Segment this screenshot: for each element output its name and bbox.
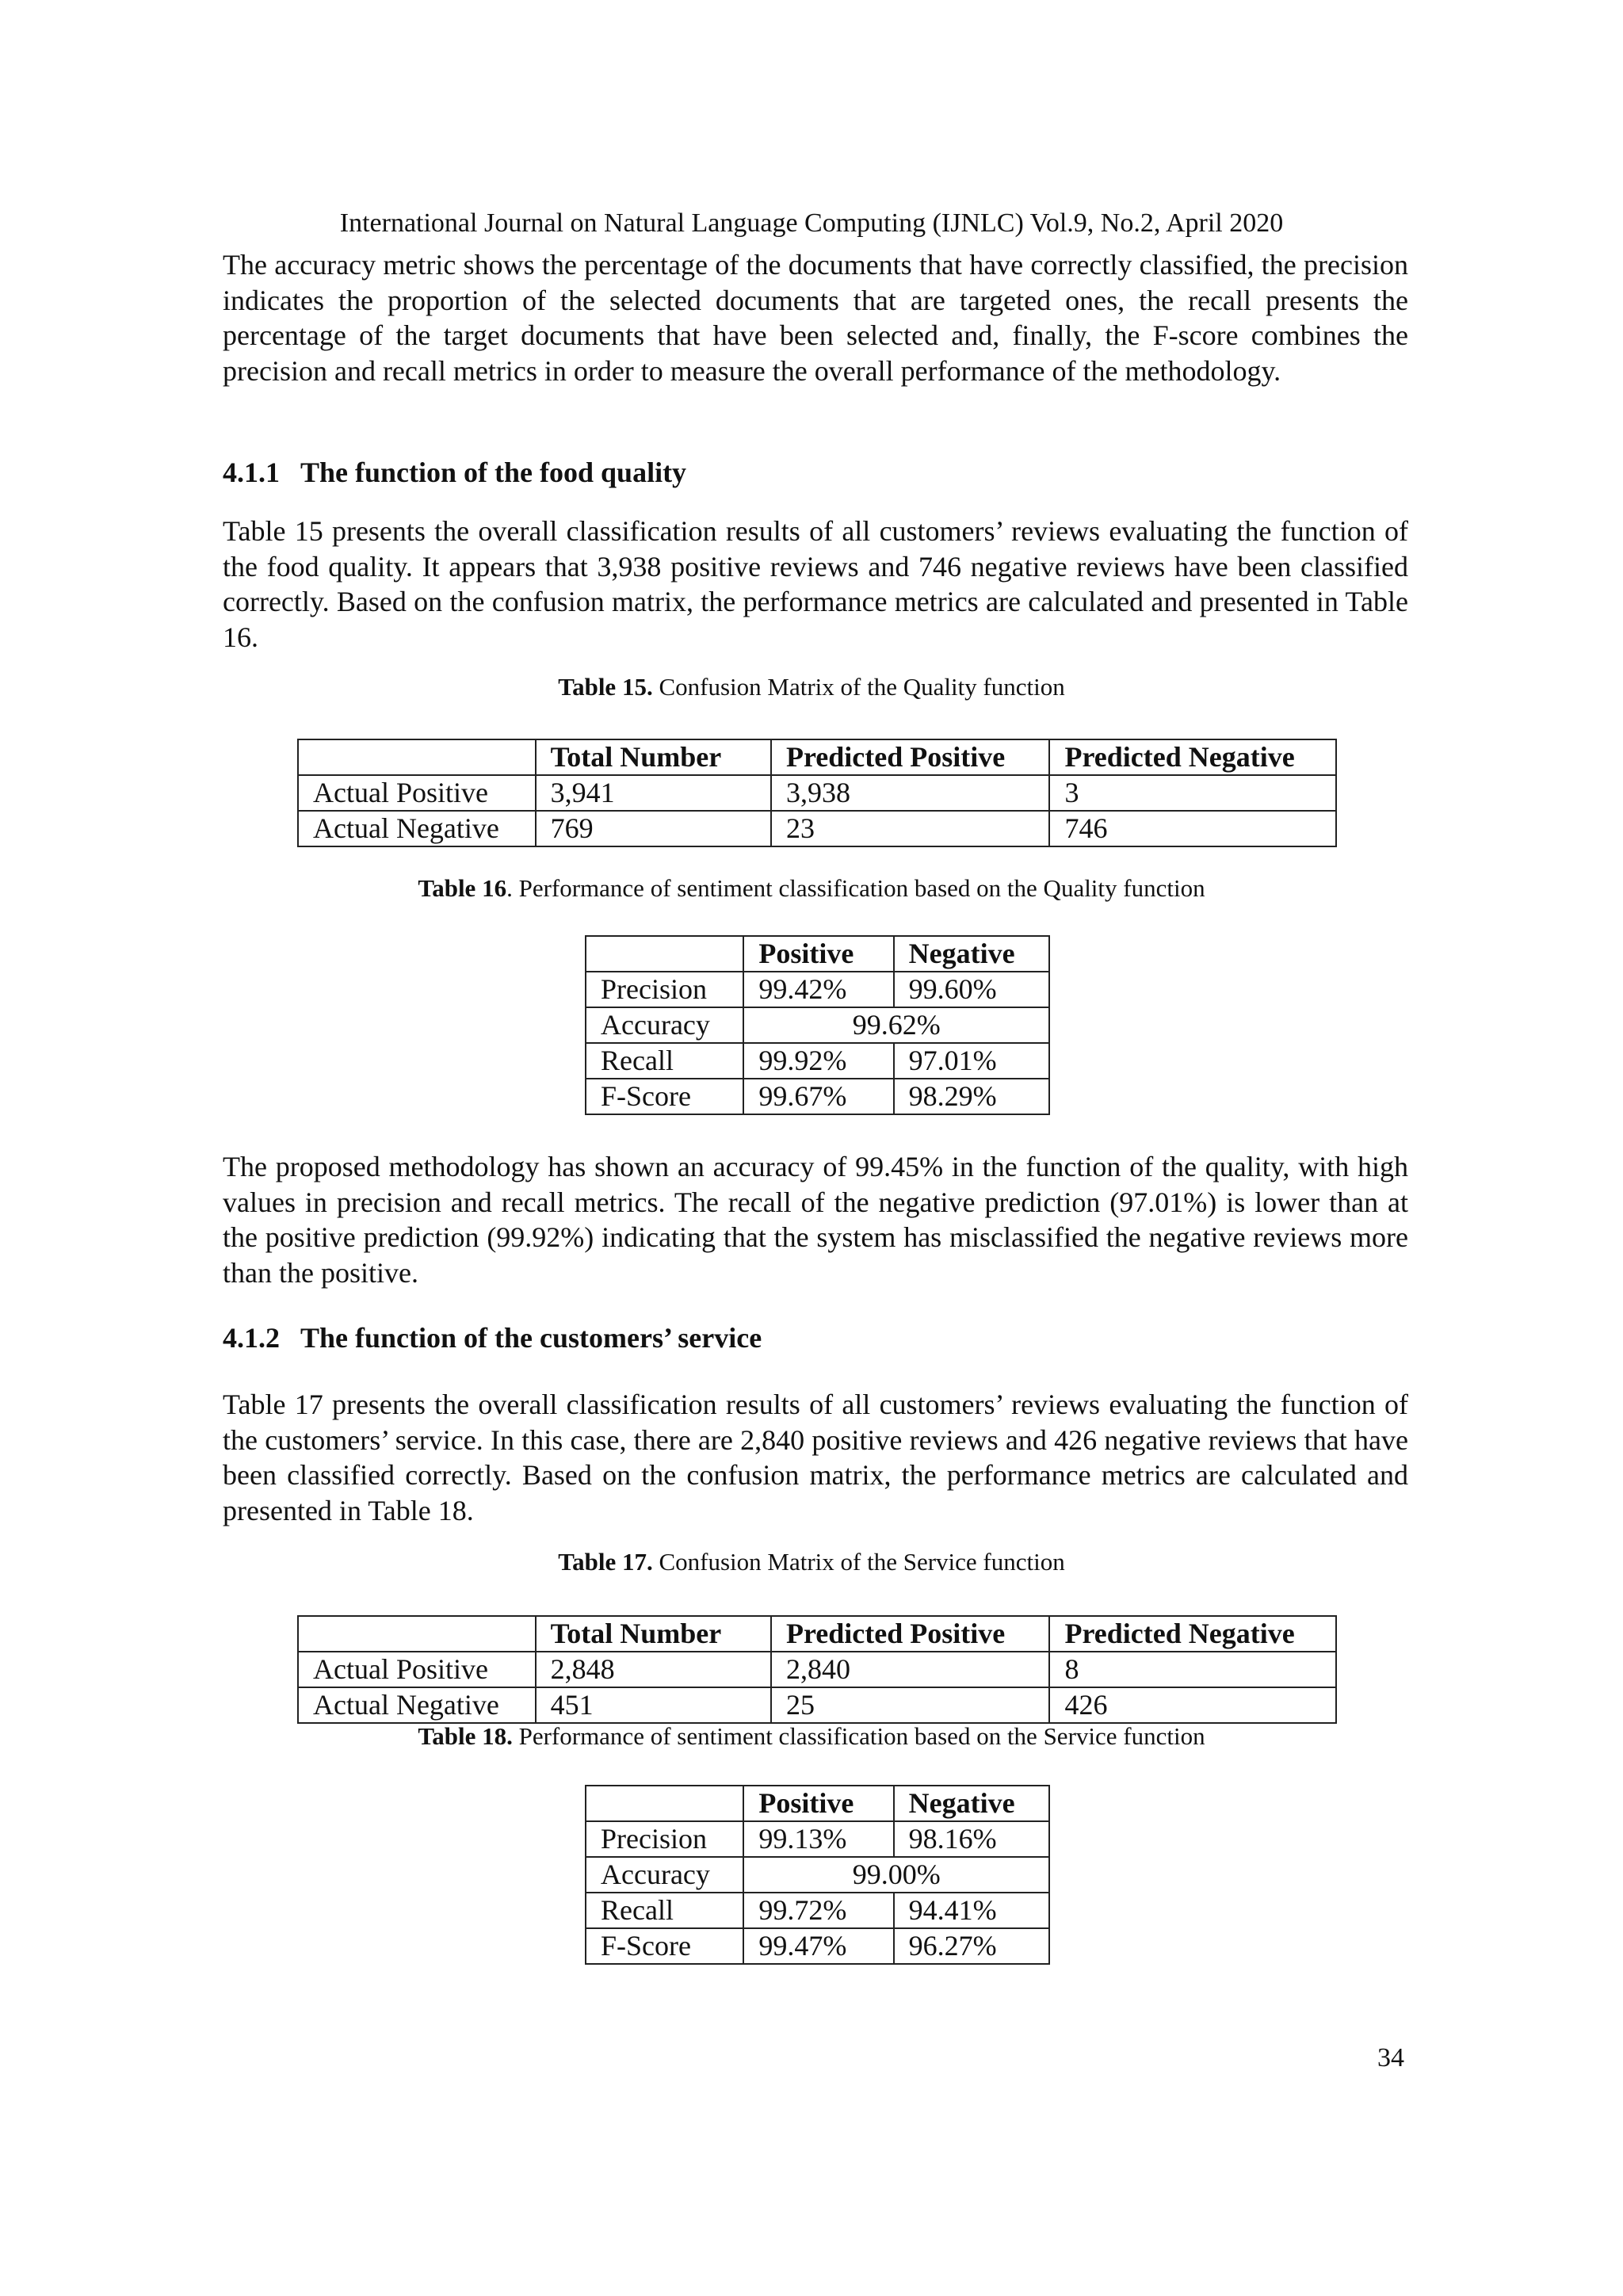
row-label: Recall bbox=[586, 1043, 743, 1079]
table-cell-merged: 99.00% bbox=[743, 1857, 1049, 1893]
table-cell: 99.60% bbox=[894, 972, 1049, 1007]
header-cell: Predicted Negative bbox=[1049, 739, 1336, 775]
table-cell: 2,848 bbox=[536, 1652, 771, 1687]
caption-text: . Performance of sentiment classification based on the Quality function bbox=[506, 874, 1205, 902]
table-row bbox=[298, 1652, 1336, 1687]
table-row-fscore bbox=[586, 1079, 1049, 1114]
caption-text: Confusion Matrix of the Quality function bbox=[652, 673, 1065, 701]
table-cell: 25 bbox=[771, 1687, 1049, 1723]
caption-label: Table 17. bbox=[558, 1548, 653, 1576]
table-cell: 97.01% bbox=[894, 1043, 1049, 1079]
table-cell: 451 bbox=[536, 1687, 771, 1723]
row-label: Recall bbox=[586, 1893, 743, 1928]
table-row bbox=[298, 1687, 1336, 1723]
table-16-caption bbox=[0, 873, 1623, 904]
table-row-accuracy bbox=[586, 1007, 1049, 1043]
section-title: The function of the customers’ service bbox=[300, 1322, 762, 1354]
header-cell: Total Number bbox=[536, 1616, 771, 1652]
table-cell: 98.16% bbox=[894, 1821, 1049, 1857]
table-row-recall bbox=[586, 1043, 1049, 1079]
table-row-recall bbox=[586, 1893, 1049, 1928]
table-17-confusion-matrix bbox=[297, 1615, 1337, 1724]
table-header-row bbox=[298, 739, 1336, 775]
caption-text: Performance of sentiment classification based on the Service function bbox=[512, 1722, 1205, 1750]
table-cell: 769 bbox=[536, 811, 771, 846]
row-label: Actual Negative bbox=[298, 1687, 536, 1723]
row-label: Accuracy bbox=[586, 1857, 743, 1893]
table-cell: 99.13% bbox=[743, 1821, 893, 1857]
table-row bbox=[298, 811, 1336, 846]
intro-paragraph: The accuracy metric shows the percentage of the documents that have correctly classified, the precision indicates the proportion of the selected documents that are targeted ones, the recall presents the percentage of the target documents that have been selected and, finally, the F-score combines the precision and recall metrics in order to measure the overall performance of the methodology. bbox=[223, 249, 1408, 387]
header-cell: Negative bbox=[894, 936, 1049, 972]
table-cell: 99.47% bbox=[743, 1928, 893, 1964]
table-row-fscore bbox=[586, 1928, 1049, 1964]
table-18-performance bbox=[585, 1785, 1050, 1965]
table-cell: 99.67% bbox=[743, 1079, 893, 1114]
header-cell bbox=[586, 1786, 743, 1821]
table-header-row bbox=[298, 1616, 1336, 1652]
row-label: F-Score bbox=[586, 1079, 743, 1114]
row-label: F-Score bbox=[586, 1928, 743, 1964]
section-4-1-2-paragraph: Table 17 presents the overall classification results of all customers’ reviews evaluating the function of the customers’ service. In this case, there are 2,840 positive reviews and 426 negative reviews that have been classified correctly. Based on the confusion matrix, the performance metrics are calculated and presented in Table 18. bbox=[223, 1389, 1408, 1526]
row-label: Actual Negative bbox=[298, 811, 536, 846]
table-15-caption bbox=[0, 672, 1623, 702]
table-header-row bbox=[586, 1786, 1049, 1821]
table-row-accuracy bbox=[586, 1857, 1049, 1893]
table-cell: 746 bbox=[1049, 811, 1336, 846]
row-label: Actual Positive bbox=[298, 1652, 536, 1687]
section-number: 4.1.1 bbox=[223, 457, 280, 488]
table-cell: 2,840 bbox=[771, 1652, 1049, 1687]
table-row bbox=[298, 775, 1336, 811]
table-cell: 3,941 bbox=[536, 775, 771, 811]
section-4-1-1-paragraph: Table 15 presents the overall classification results of all customers’ reviews evaluating the function of the food quality. It appears that 3,938 positive reviews and 746 negative reviews have been classified correctly. Based on the confusion matrix, the performance metrics are calculated and presented in Table 16. bbox=[223, 515, 1408, 653]
table-cell-merged: 99.62% bbox=[743, 1007, 1049, 1043]
header-cell bbox=[298, 1616, 536, 1652]
row-label: Precision bbox=[586, 1821, 743, 1857]
header-cell bbox=[586, 936, 743, 972]
caption-label: Table 18. bbox=[418, 1722, 513, 1750]
table-cell: 23 bbox=[771, 811, 1049, 846]
row-label: Precision bbox=[586, 972, 743, 1007]
section-number: 4.1.2 bbox=[223, 1322, 280, 1354]
table-17-caption bbox=[0, 1547, 1623, 1577]
table-15-confusion-matrix bbox=[297, 739, 1337, 847]
section-4-1-1-discussion: The proposed methodology has shown an accuracy of 99.45% in the function of the quality, with high values in precision and recall metrics. The recall of the negative prediction (97.01%) is lower than at the positive prediction (99.92%) indicating that the system has misclassified the negative reviews more than the positive. bbox=[223, 1151, 1408, 1289]
section-heading-4-1-1 bbox=[223, 455, 686, 490]
table-16-performance bbox=[585, 935, 1050, 1115]
row-label: Accuracy bbox=[586, 1007, 743, 1043]
table-cell: 8 bbox=[1049, 1652, 1336, 1687]
header-cell: Negative bbox=[894, 1786, 1049, 1821]
table-row-precision bbox=[586, 1821, 1049, 1857]
table-cell: 99.42% bbox=[743, 972, 893, 1007]
header-cell: Positive bbox=[743, 936, 893, 972]
table-cell: 94.41% bbox=[894, 1893, 1049, 1928]
section-title: The function of the food quality bbox=[300, 457, 687, 488]
header-cell bbox=[298, 739, 536, 775]
caption-label: Table 16 bbox=[418, 874, 507, 902]
header-cell: Predicted Negative bbox=[1049, 1616, 1336, 1652]
section-heading-4-1-2 bbox=[223, 1320, 762, 1355]
table-cell: 3 bbox=[1049, 775, 1336, 811]
row-label: Actual Positive bbox=[298, 775, 536, 811]
header-cell: Positive bbox=[743, 1786, 893, 1821]
page-number: 34 bbox=[1377, 2043, 1404, 2073]
caption-label: Table 15. bbox=[558, 673, 653, 701]
table-cell: 3,938 bbox=[771, 775, 1049, 811]
caption-text: Confusion Matrix of the Service function bbox=[652, 1548, 1065, 1576]
table-cell: 99.92% bbox=[743, 1043, 893, 1079]
table-cell: 96.27% bbox=[894, 1928, 1049, 1964]
header-cell: Predicted Positive bbox=[771, 739, 1049, 775]
header-cell: Predicted Positive bbox=[771, 1616, 1049, 1652]
table-cell: 426 bbox=[1049, 1687, 1336, 1723]
table-cell: 99.72% bbox=[743, 1893, 893, 1928]
table-18-caption bbox=[0, 1721, 1623, 1752]
table-cell: 98.29% bbox=[894, 1079, 1049, 1114]
header-cell: Total Number bbox=[536, 739, 771, 775]
running-head: International Journal on Natural Language Computing (IJNLC) Vol.9, No.2, April 2020 bbox=[339, 208, 1284, 238]
table-header-row bbox=[586, 936, 1049, 972]
table-row-precision bbox=[586, 972, 1049, 1007]
